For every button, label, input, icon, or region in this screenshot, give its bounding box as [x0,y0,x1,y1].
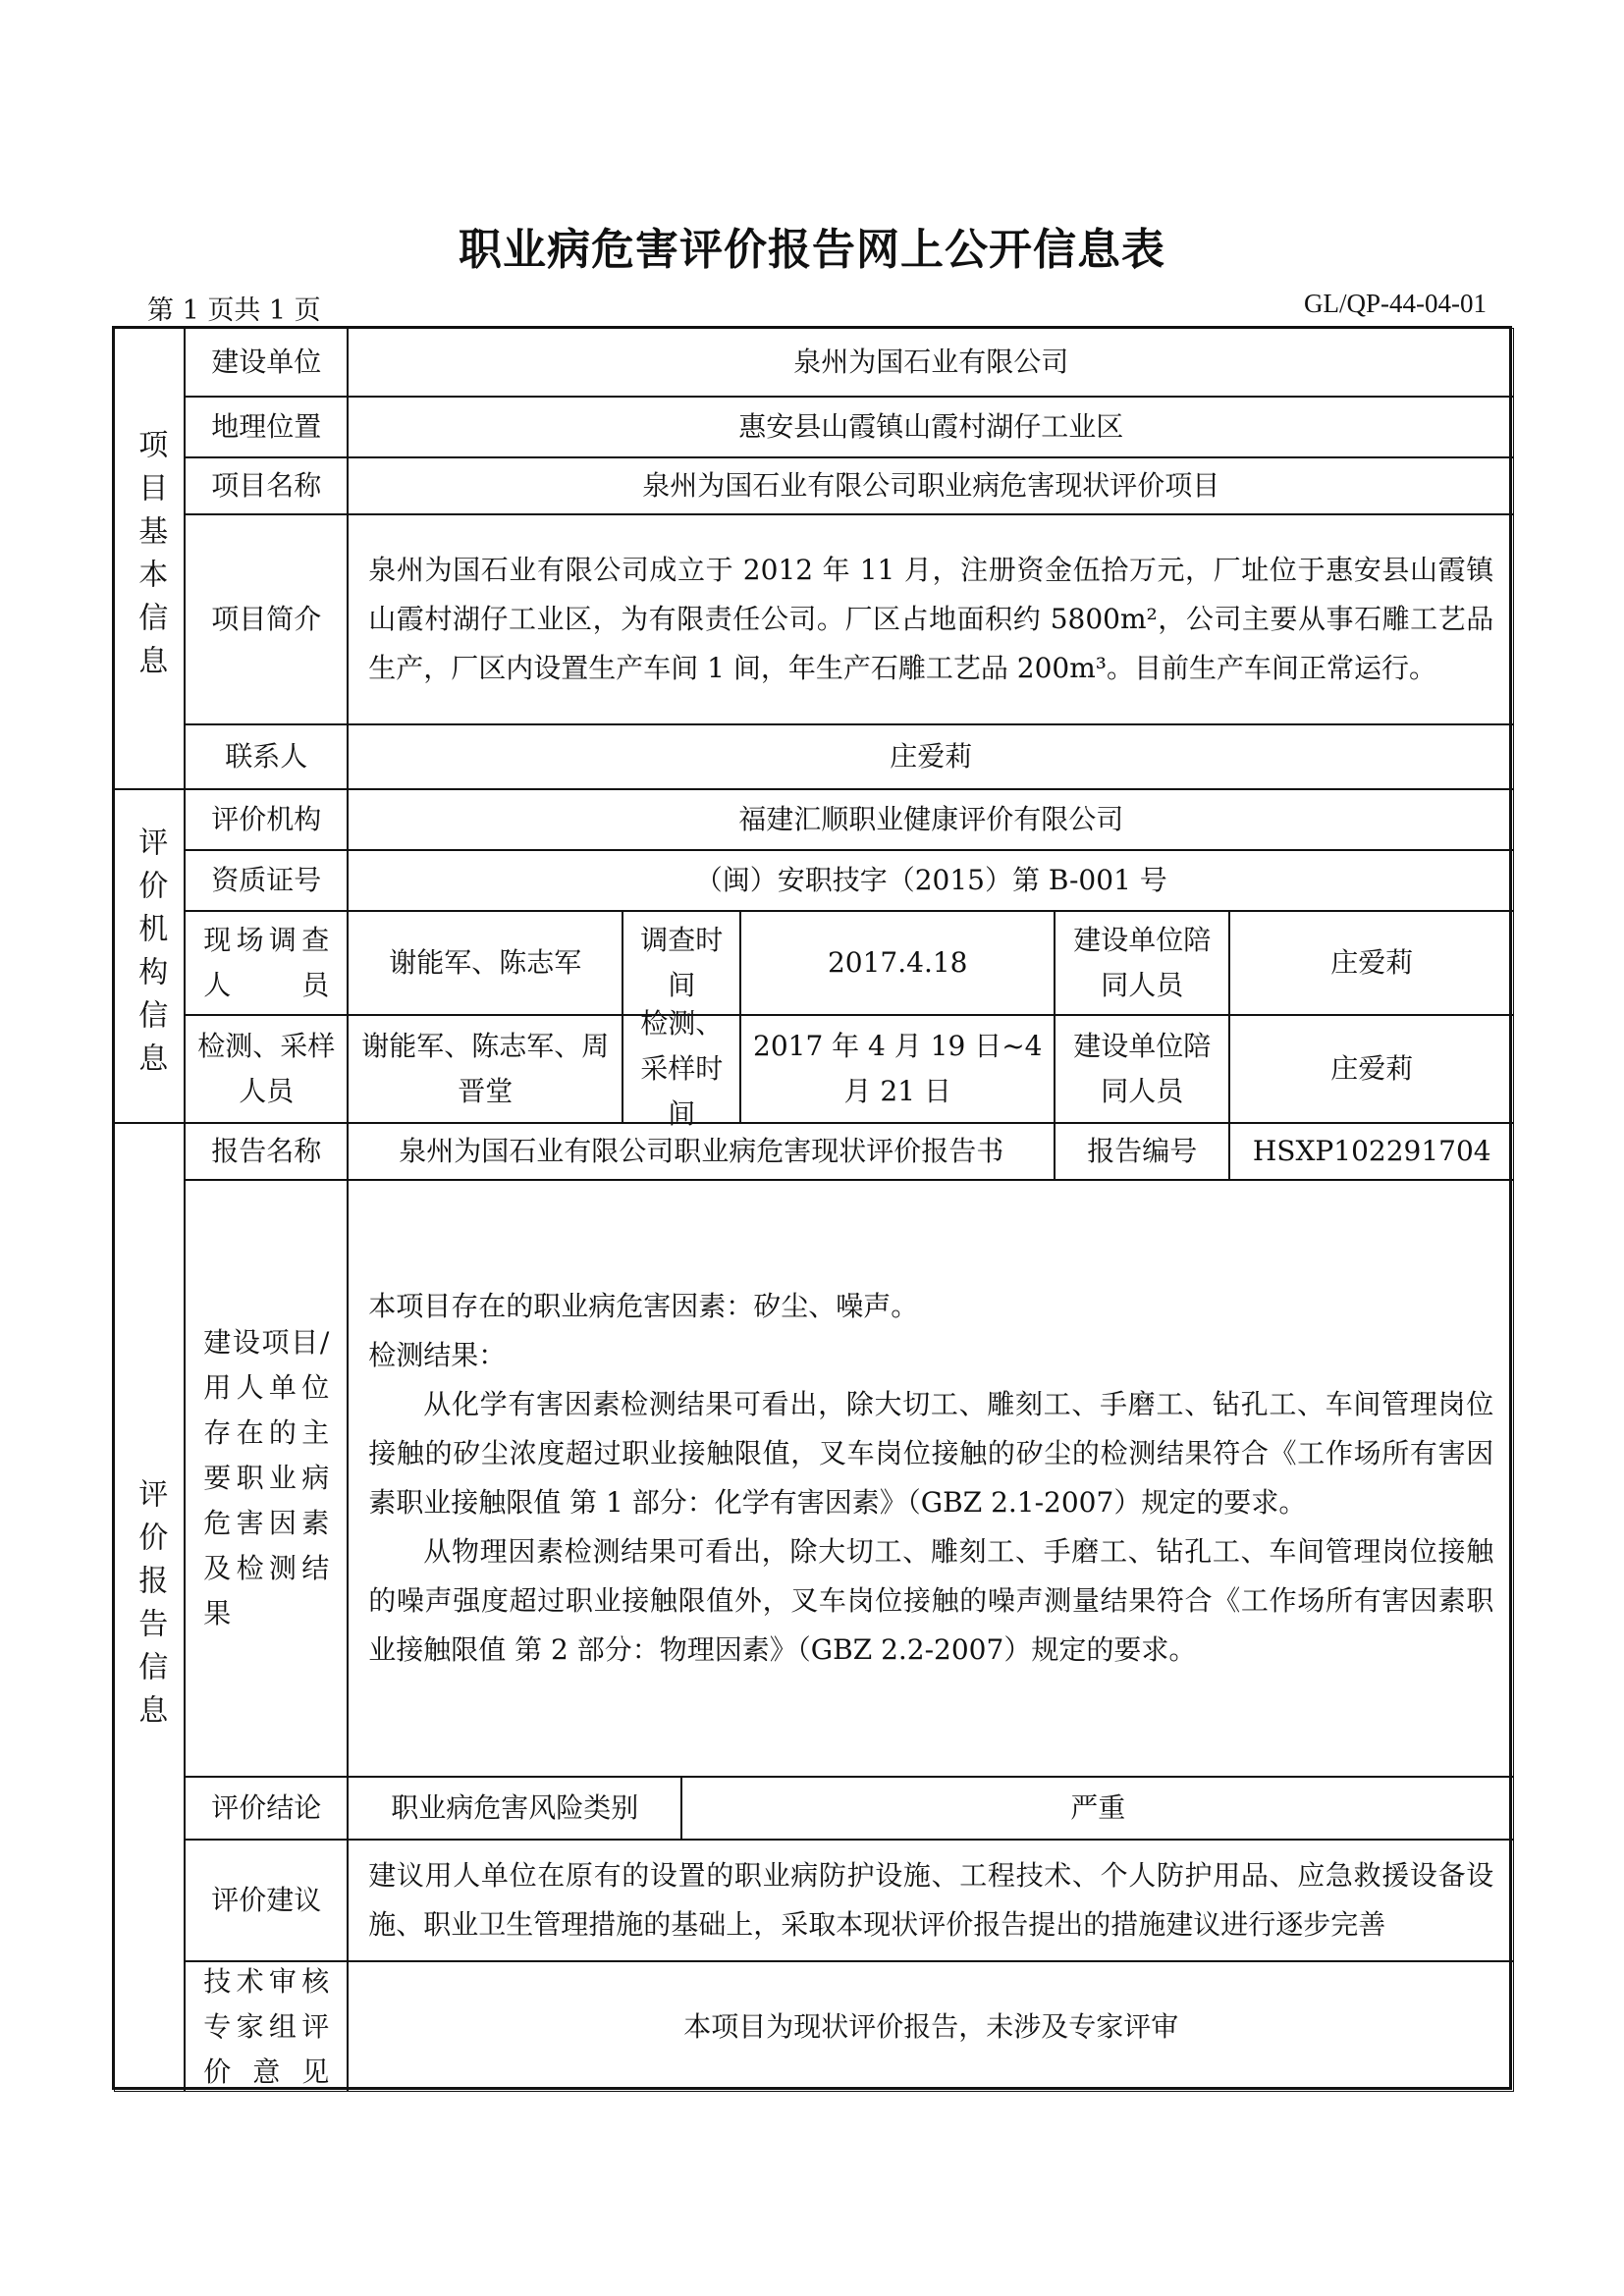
survey-escort-label: 建设单位陪同人员 [1055,911,1229,1015]
report-no-value: HSXP102291704 [1229,1123,1514,1180]
sampling-time-value: 2017 年 4 月 19 日~4 月 21 日 [740,1015,1055,1123]
sampling-escort-label: 建设单位陪同人员 [1055,1015,1229,1123]
intro-text: 泉州为国石业有限公司成立于 2012 年 11 月，注册资金伍拾万元，厂址位于惠安县山霞镇山霞村湖仔工业区，为有限责任公司。厂区占地面积约 5800m²，公司主要从事石雕工艺品生产，厂区内设置生产车间 1 间，年生产石雕工艺品 200m³。目前生产车间正常运行。 [368,554,1494,685]
advice-label: 评价建议 [185,1840,348,1961]
hazards-line-1: 本项目存在的职业病危害因素：矽尘、噪声。 [368,1290,919,1323]
survey-escort-value: 庄爱莉 [1229,911,1514,1015]
hazards-label: 建设项目/用人单位存在的主要职业病危害因素及检测结果 [203,1326,330,1630]
section-header-org: 评价机构信息 [114,789,185,1123]
sampling-staff-label: 检测、采样人员 [185,1015,348,1123]
survey-staff-label: 现场调查人员 [203,924,330,1002]
sampling-escort-value: 庄爱莉 [1229,1015,1514,1123]
section-header-project: 项目基本信息 [114,328,185,789]
hazards-line-2: 检测结果： [368,1339,507,1372]
survey-time-label: 调查时间 [623,911,740,1015]
intro-label: 项目简介 [185,514,348,724]
project-name-value: 泉州为国石业有限公司职业病危害现状评价项目 [348,457,1514,514]
page-number: 第 1 页共 1 页 [147,295,321,326]
survey-staff-value: 谢能军、陈志军 [348,911,623,1015]
unit-label: 建设单位 [185,328,348,397]
report-no-label: 报告编号 [1055,1123,1229,1180]
location-value: 惠安县山霞镇山霞村湖仔工业区 [348,397,1514,457]
advice-text: 建议用人单位在原有的设置的职业病防护设施、工程技术、个人防护用品、应急救援设备设施、职业卫生管理措施的基础上，采取本现状评价报告提出的措施建议进行逐步完善 [368,1859,1494,1942]
survey-time-value: 2017.4.18 [740,911,1055,1015]
section-header-report: 评价报告信息 [114,1123,185,2092]
sampling-time-label: 检测、采样时间 [623,1015,740,1123]
hazards-text [354,1282,1507,1675]
cert-value: （闽）安职技字（2015）第 B-001 号 [348,850,1514,911]
unit-value: 泉州为国石业有限公司 [348,328,1514,397]
expert-opinion-value: 本项目为现状评价报告，未涉及专家评审 [348,1961,1514,2092]
cert-label: 资质证号 [185,850,348,911]
info-table [112,326,1512,2090]
risk-category-label: 职业病危害风险类别 [348,1777,681,1840]
sampling-staff-value: 谢能军、陈志军、周晋堂 [348,1015,623,1123]
expert-opinion-label: 技术审核专家组评价意见 [203,1964,330,2088]
page-title: 职业病危害评价报告网上公开信息表 [459,225,1165,275]
project-name-label: 项目名称 [185,457,348,514]
org-label: 评价机构 [185,789,348,850]
report-name-value: 泉州为国石业有限公司职业病危害现状评价报告书 [348,1123,1055,1180]
location-label: 地理位置 [185,397,348,457]
risk-category-value: 严重 [681,1777,1514,1840]
report-name-label: 报告名称 [185,1123,348,1180]
document-code: GL/QP-44-04-01 [1304,289,1487,318]
hazards-paragraph-physical: 从物理因素检测结果可看出，除大切工、雕刻工、手磨工、钻孔工、车间管理岗位接触的噪声强度超过职业接触限值外，叉车岗位接触的噪声测量结果符合《工作场所有害因素职业接触限值 第 2 部分：物理因素》（GBZ 2.2-2007）规定的要求。 [368,1535,1494,1667]
conclusion-label: 评价结论 [185,1777,348,1840]
org-value: 福建汇顺职业健康评价有限公司 [348,789,1514,850]
contact-label: 联系人 [185,724,348,789]
hazards-paragraph-chemical: 从化学有害因素检测结果可看出，除大切工、雕刻工、手磨工、钻孔工、车间管理岗位接触的矽尘浓度超过职业接触限值，叉车岗位接触的矽尘的检测结果符合《工作场所有害因素职业接触限值 第 1 部分：化学有害因素》（GBZ 2.1-2007）规定的要求。 [368,1388,1494,1520]
contact-value: 庄爱莉 [348,724,1514,789]
